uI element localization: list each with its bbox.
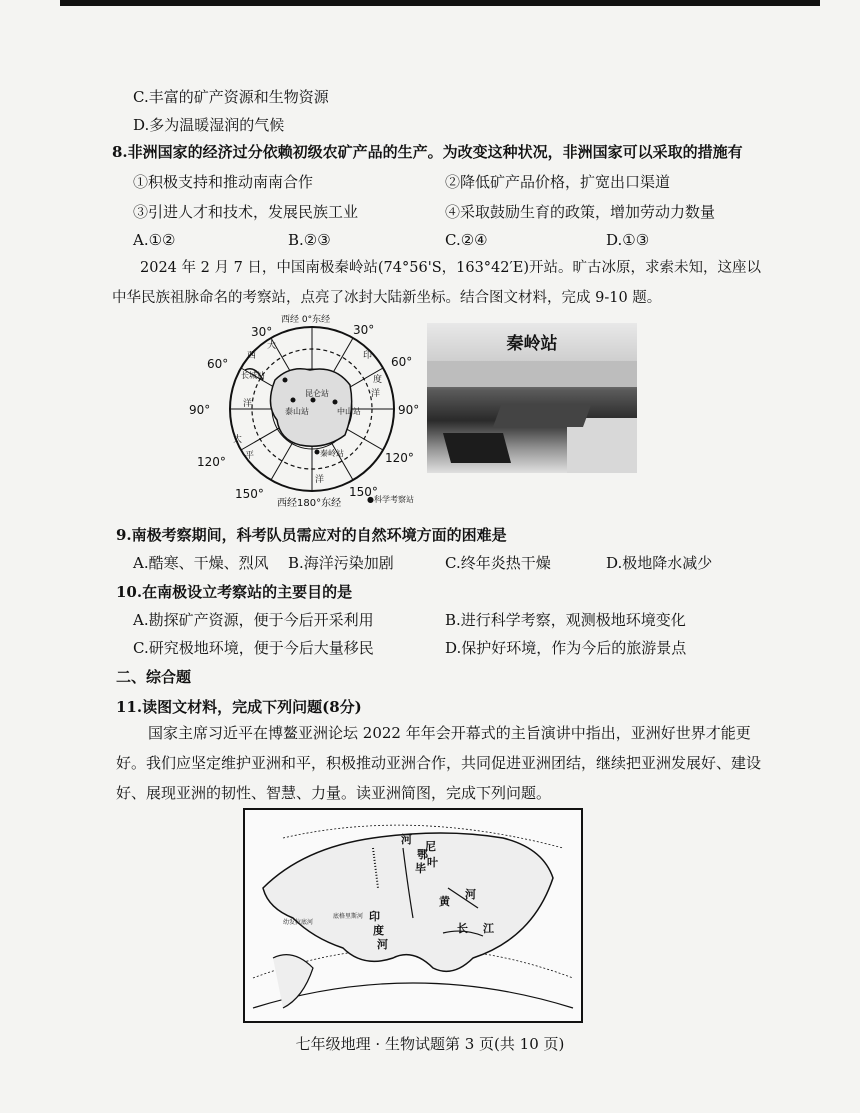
map-ocean-char: 洋 (371, 389, 381, 399)
q11-passage: 国家主席习近平在博鳌亚洲论坛 2022 年年会开幕式的主旨演讲中指出，亚洲好世界才能更好。我们应坚定维护亚洲和平，积极推动亚洲合作，共同促进亚洲团结，继续把亚洲发展好、建设好、展现亚洲的韧性、智慧、力量。读亚洲简图，完成下列问题。 (116, 724, 762, 802)
lon-60-left: 60° (207, 357, 229, 371)
station-qinling: 秦岭站 (320, 449, 344, 458)
q8-item-3: ③引进人才和技术，发展民族工业 (133, 203, 359, 221)
q8-option-c: C.②④ (445, 231, 488, 249)
lon-30-left: 30° (251, 325, 273, 339)
q10-option-c: C.研究极地环境，便于今后大量移民 (133, 639, 374, 657)
lon-120-right: 120° (385, 451, 414, 465)
asia-label: 尼 (425, 840, 436, 853)
q8-stem: 8.非洲国家的经济过分依赖初级农矿产品的生产。为改变这种状况，非洲国家可以采取的措施有 (112, 143, 743, 161)
q7-option-d: D.多为温暖湿润的气候 (133, 116, 285, 134)
station-zhongshan: 中山站 (337, 407, 361, 416)
asia-label: 度 (373, 924, 384, 937)
asia-label: 河 (401, 833, 412, 846)
q8-item-1: ①积极支持和推动南南合作 (133, 173, 314, 191)
map-ocean-char: 度 (373, 375, 383, 385)
q8-item-4: ④采取鼓励生育的政策，增加劳动力数量 (445, 203, 716, 221)
q11-stem: 11.读图文材料，完成下列问题(8分) (116, 698, 362, 716)
map-label-top: 西经 0°东经 (281, 315, 331, 325)
asia-label-tigris: 底格里斯河 (333, 913, 364, 920)
map-ocean-char: 洋 (315, 475, 325, 485)
map-ocean-char: 平 (245, 451, 255, 461)
asia-map (243, 808, 583, 1023)
lon-90-left: 90° (189, 403, 211, 417)
asia-label: 鄂 (417, 848, 428, 861)
antarctica-map (185, 310, 430, 510)
lon-90-right: 90° (398, 403, 420, 417)
asia-label: 叶 (427, 856, 438, 869)
top-border (60, 0, 820, 6)
map-ocean-char: 洋 (243, 399, 253, 409)
asia-label: 河 (377, 938, 388, 951)
asia-label: 印 (369, 910, 380, 923)
q10-option-d: D.保护好环境，作为今后的旅游景点 (445, 639, 687, 657)
qinling-station-photo (427, 323, 637, 473)
map-ocean-char: 大 (267, 341, 277, 351)
q10-option-a: A.勘探矿产资源，便于今后开采利用 (133, 611, 374, 629)
q9-option-b: B.海洋污染加剧 (288, 554, 394, 572)
q7-option-c: C.丰富的矿产资源和生物资源 (133, 88, 329, 106)
asia-label-euphrates: 幼发拉底河 (283, 919, 314, 926)
page-footer: 七年级地理 · 生物试题第 3 页(共 10 页) (295, 1035, 565, 1053)
asia-label: 黄 (439, 895, 450, 908)
station-kunlun: 昆仑站 (305, 389, 329, 398)
station-changcheng: 长城站 (241, 371, 265, 380)
map-ocean-char: 印 (363, 351, 373, 361)
q10-option-b: B.进行科学考察，观测极地环境变化 (445, 611, 686, 629)
map-ocean-char: 西 (247, 351, 257, 361)
asia-label: 江 (483, 922, 494, 935)
map-label-bottom: 西经180°东经 (277, 498, 342, 509)
q8-item-2: ②降低矿产品价格，扩宽出口渠道 (445, 173, 671, 191)
lon-150-left: 150° (235, 487, 264, 501)
asia-label: 长 (457, 922, 468, 935)
map-ocean-char: 太 (233, 435, 243, 445)
passage-line-1: 2024 年 2 月 7 日，中国南极秦岭站(74°56'S，163°42′E)开站。旷古冰原，求索未知，这座以 (140, 260, 762, 276)
q10-stem: 10.在南极设立考察站的主要目的是 (116, 583, 353, 601)
lon-30-right: 30° (353, 323, 375, 337)
q8-option-a: A.①② (133, 231, 176, 249)
passage-line-2: 中华民族祖脉命名的考察站，点亮了冰封大陆新坐标。结合图文材料，完成 9-10 题。 (112, 290, 662, 306)
photo-title: 秦岭站 (506, 334, 558, 354)
q8-option-b: B.②③ (288, 231, 331, 249)
asia-label: 毕 (415, 862, 426, 875)
station-taishan: 泰山站 (285, 407, 309, 416)
lon-120-left: 120° (197, 455, 226, 469)
lon-60-right: 60° (391, 355, 413, 369)
q9-option-d: D.极地降水减少 (606, 554, 713, 572)
asia-label: 河 (465, 888, 476, 901)
lon-150-right: 150° (349, 485, 378, 499)
q9-option-c: C.终年炎热干燥 (445, 554, 551, 572)
q9-option-a: A.酷寒、干燥、烈风 (133, 554, 269, 572)
section-2-title: 二、综合题 (116, 668, 192, 686)
q8-option-d: D.①③ (606, 231, 650, 249)
map-legend: ●科学考察站 (367, 495, 414, 504)
q9-stem: 9.南极考察期间，科考队员需应对的自然环境方面的困难是 (116, 526, 507, 544)
